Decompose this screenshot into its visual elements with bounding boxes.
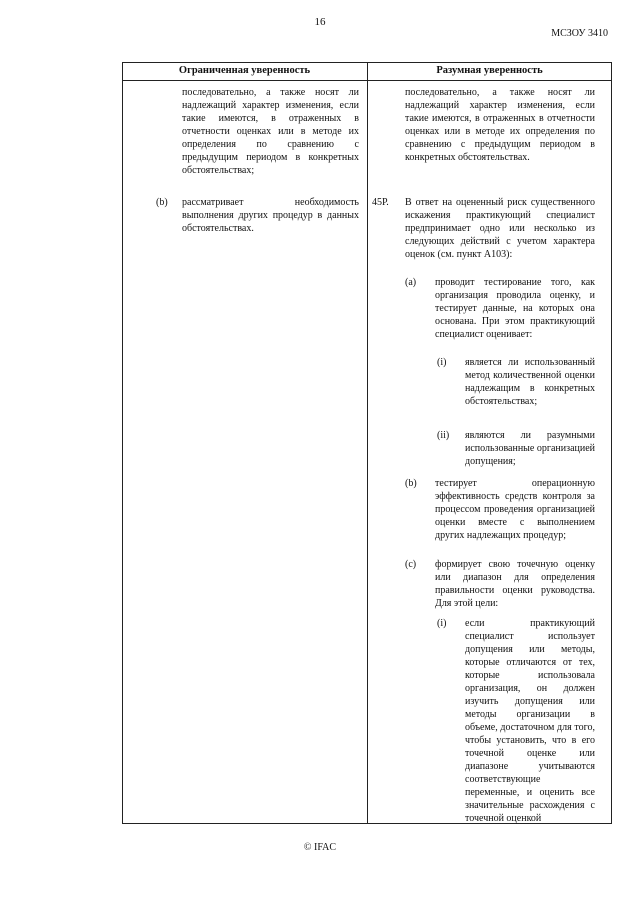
item-b-text: тестирует операционную эффективность средств контроля за процессом проведения организацией оценки вместе с выполнением других надлежащих процедур; [435,478,595,541]
column-header-reasonable-assurance: Разумная уверенность [436,65,543,76]
item-a-ii-marker: (ii) [437,430,450,441]
item-b-marker: (b) [405,478,417,489]
item-a-marker: (a) [405,277,417,288]
paragraph-45r-text: В ответ на оцененный риск существенного искажения практикующий специалист предпринимает одно или несколько из следующих действий с учетом характера оценок (см. пункт А103): [405,197,595,260]
item-c-marker: (c) [405,559,417,570]
document-code: МСЗОУ 3410 [551,28,608,39]
item-a-text: проводит тестирование того, как организация проводила оценку, и тестирует данные, на которых она основана. При этом практикующий специалист оценивает: [435,277,595,340]
column-header-limited-assurance: Ограниченная уверенность [178,65,311,76]
left-item-b-marker: (b) [156,197,168,208]
item-a-ii-text: являются ли разумными использованные организацией допущения; [465,430,595,467]
page-number: 16 [314,16,326,28]
column-divider [367,62,368,824]
paragraph-45r-marker: 45Р. [372,197,389,208]
left-item-b-text: рассматривает необходимость выполнения других процедур в данных обстоятельствах. [182,197,359,234]
item-a-i-marker: (i) [437,357,447,368]
left-continuation-text: последовательно, а также носят ли надлежащий характер изменения, если такие имеются, в отраженных в отчетности оценках или в методе их определения по сравнению с предыдущим периодом в конкретных обстоятельствах; [182,87,359,176]
item-c-i-text: если практикующий специалист использует допущения или методы, которые отличаются от тех, которые использовала организация, он должен изучить допущения или методы организации в объеме, достаточном для того, чтобы установить, что в его точечной оценке или диапазоне учитываются соответствующие переменные, и оценить все значительные расхождения с точечной оценкой [465,618,595,824]
header-rule [122,80,612,81]
footer-copyright: © IFAC [303,842,337,853]
item-c-i-marker: (i) [437,618,447,629]
item-a-i-text: является ли использованный метод количественной оценки надлежащим в конкретных обстоятельствах; [465,357,595,407]
right-continuation-text: последовательно, а также носят ли надлежащий характер изменения, если такие имеются, в отраженных в отчетности оценках или в методе их определения по сравнению с предыдущим периодом в конкретных обстоятельствах. [405,87,595,163]
item-c-text: формирует свою точечную оценку или диапазон для определения правильности оценки руководства. Для этой цели: [435,559,595,609]
